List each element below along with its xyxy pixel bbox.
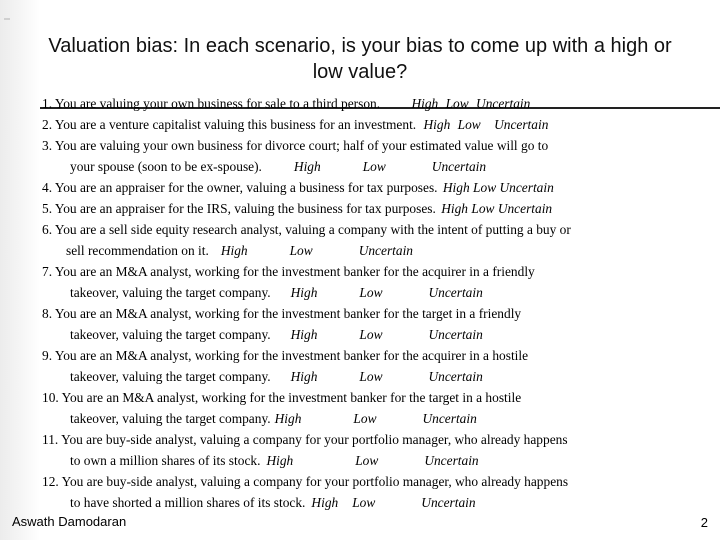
item-number: 6. bbox=[42, 222, 53, 237]
list-item bbox=[42, 429, 692, 471]
item-number: 12. bbox=[42, 474, 59, 489]
option-uncertain: Uncertain bbox=[424, 453, 479, 468]
option-low: Low bbox=[359, 327, 383, 342]
option-high: High bbox=[411, 96, 439, 111]
option-high: High bbox=[290, 369, 318, 384]
item-text-continued: takeover, valuing the target company. bbox=[70, 369, 271, 384]
item-text-continued: to have shorted a million shares of its stock. bbox=[70, 495, 306, 510]
list-item bbox=[42, 198, 692, 219]
page-number: 2 bbox=[700, 515, 708, 530]
option-uncertain: Uncertain bbox=[428, 369, 483, 384]
option-uncertain: Uncertain bbox=[499, 180, 554, 195]
list-item bbox=[42, 261, 692, 303]
option-low: Low bbox=[359, 369, 383, 384]
option-uncertain: Uncertain bbox=[358, 243, 413, 258]
option-uncertain: Uncertain bbox=[428, 327, 483, 342]
item-number: 10. bbox=[42, 390, 59, 405]
item-number: 1. bbox=[42, 96, 53, 111]
item-number: 4. bbox=[42, 180, 53, 195]
item-number: 11. bbox=[42, 432, 59, 447]
item-number: 2. bbox=[42, 117, 53, 132]
item-text: You are an appraiser for the owner, valuing a business for tax purposes. bbox=[54, 180, 438, 195]
item-text-continued: your spouse (soon to be ex-spouse). bbox=[70, 159, 262, 174]
option-uncertain: Uncertain bbox=[494, 117, 549, 132]
item-text-continued: takeover, valuing the target company. bbox=[70, 327, 271, 342]
option-high: High bbox=[293, 159, 321, 174]
option-low: Low bbox=[445, 96, 469, 111]
item-number: 9. bbox=[42, 348, 53, 363]
item-text: You are buy-side analyst, valuing a company for your portfolio manager, who already happens bbox=[61, 432, 568, 447]
option-uncertain: Uncertain bbox=[422, 411, 477, 426]
decorative-mark bbox=[4, 18, 10, 20]
option-high: High bbox=[290, 285, 318, 300]
list-item bbox=[42, 471, 692, 513]
list-item bbox=[42, 135, 692, 177]
item-text-continued: takeover, valuing the target company. bbox=[70, 411, 271, 426]
option-low: Low bbox=[457, 117, 481, 132]
list-item bbox=[42, 219, 692, 261]
option-low: Low bbox=[289, 243, 313, 258]
item-text: You are an M&A analyst, working for the investment banker for the acquirer in a hostile bbox=[54, 348, 529, 363]
item-text-continued: takeover, valuing the target company. bbox=[70, 285, 271, 300]
item-number: 8. bbox=[42, 306, 53, 321]
option-low: Low bbox=[473, 180, 497, 195]
item-text-continued: to own a million shares of its stock. bbox=[70, 453, 261, 468]
option-low: Low bbox=[471, 201, 495, 216]
list-item bbox=[42, 345, 692, 387]
list-item bbox=[42, 387, 692, 429]
item-text: You are valuing your own business for divorce court; half of your estimated value will go to bbox=[54, 138, 549, 153]
option-low: Low bbox=[352, 495, 376, 510]
item-text: You are an M&A analyst, working for the investment banker for the acquirer in a friendly bbox=[54, 264, 535, 279]
list-item bbox=[42, 303, 692, 345]
option-uncertain: Uncertain bbox=[476, 96, 531, 111]
option-high: High bbox=[274, 411, 302, 426]
author-footer: Aswath Damodaran bbox=[12, 514, 127, 529]
item-text: You are buy-side analyst, valuing a company for your portfolio manager, who already happens bbox=[61, 474, 569, 489]
option-high: High bbox=[441, 201, 469, 216]
item-number: 3. bbox=[42, 138, 53, 153]
option-low: Low bbox=[362, 159, 386, 174]
list-item bbox=[42, 93, 692, 114]
item-text: You are a sell side equity research analyst, valuing a company with the intent of putting a buy or bbox=[54, 222, 571, 237]
option-high: High bbox=[220, 243, 248, 258]
option-high: High bbox=[442, 180, 470, 195]
background-gradient-band bbox=[0, 0, 40, 540]
scenario-list bbox=[42, 93, 692, 513]
item-text-continued: sell recommendation on it. bbox=[66, 243, 209, 258]
option-high: High bbox=[311, 495, 339, 510]
option-uncertain: Uncertain bbox=[421, 495, 476, 510]
item-text: You are an M&A analyst, working for the investment banker for the target in a hostile bbox=[61, 390, 522, 405]
option-high: High bbox=[290, 327, 318, 342]
list-item bbox=[42, 177, 692, 198]
option-low: Low bbox=[353, 411, 377, 426]
item-number: 7. bbox=[42, 264, 53, 279]
item-text: You are a venture capitalist valuing this business for an investment. bbox=[54, 117, 417, 132]
item-text: You are an M&A analyst, working for the investment banker for the target in a friendly bbox=[54, 306, 522, 321]
item-number: 5. bbox=[42, 201, 53, 216]
list-item bbox=[42, 114, 692, 135]
option-high: High bbox=[266, 453, 294, 468]
option-uncertain: Uncertain bbox=[431, 159, 487, 174]
item-text: You are an appraiser for the IRS, valuing the business for tax purposes. bbox=[54, 201, 436, 216]
option-low: Low bbox=[355, 453, 379, 468]
slide-title: Valuation bias: In each scenario, is your bias to come up with a high or low value? bbox=[48, 35, 672, 83]
option-uncertain: Uncertain bbox=[497, 201, 553, 216]
option-low: Low bbox=[359, 285, 383, 300]
item-text: You are valuing your own business for sale to a third person. bbox=[54, 96, 381, 111]
option-uncertain: Uncertain bbox=[428, 285, 483, 300]
option-high: High bbox=[423, 117, 451, 132]
